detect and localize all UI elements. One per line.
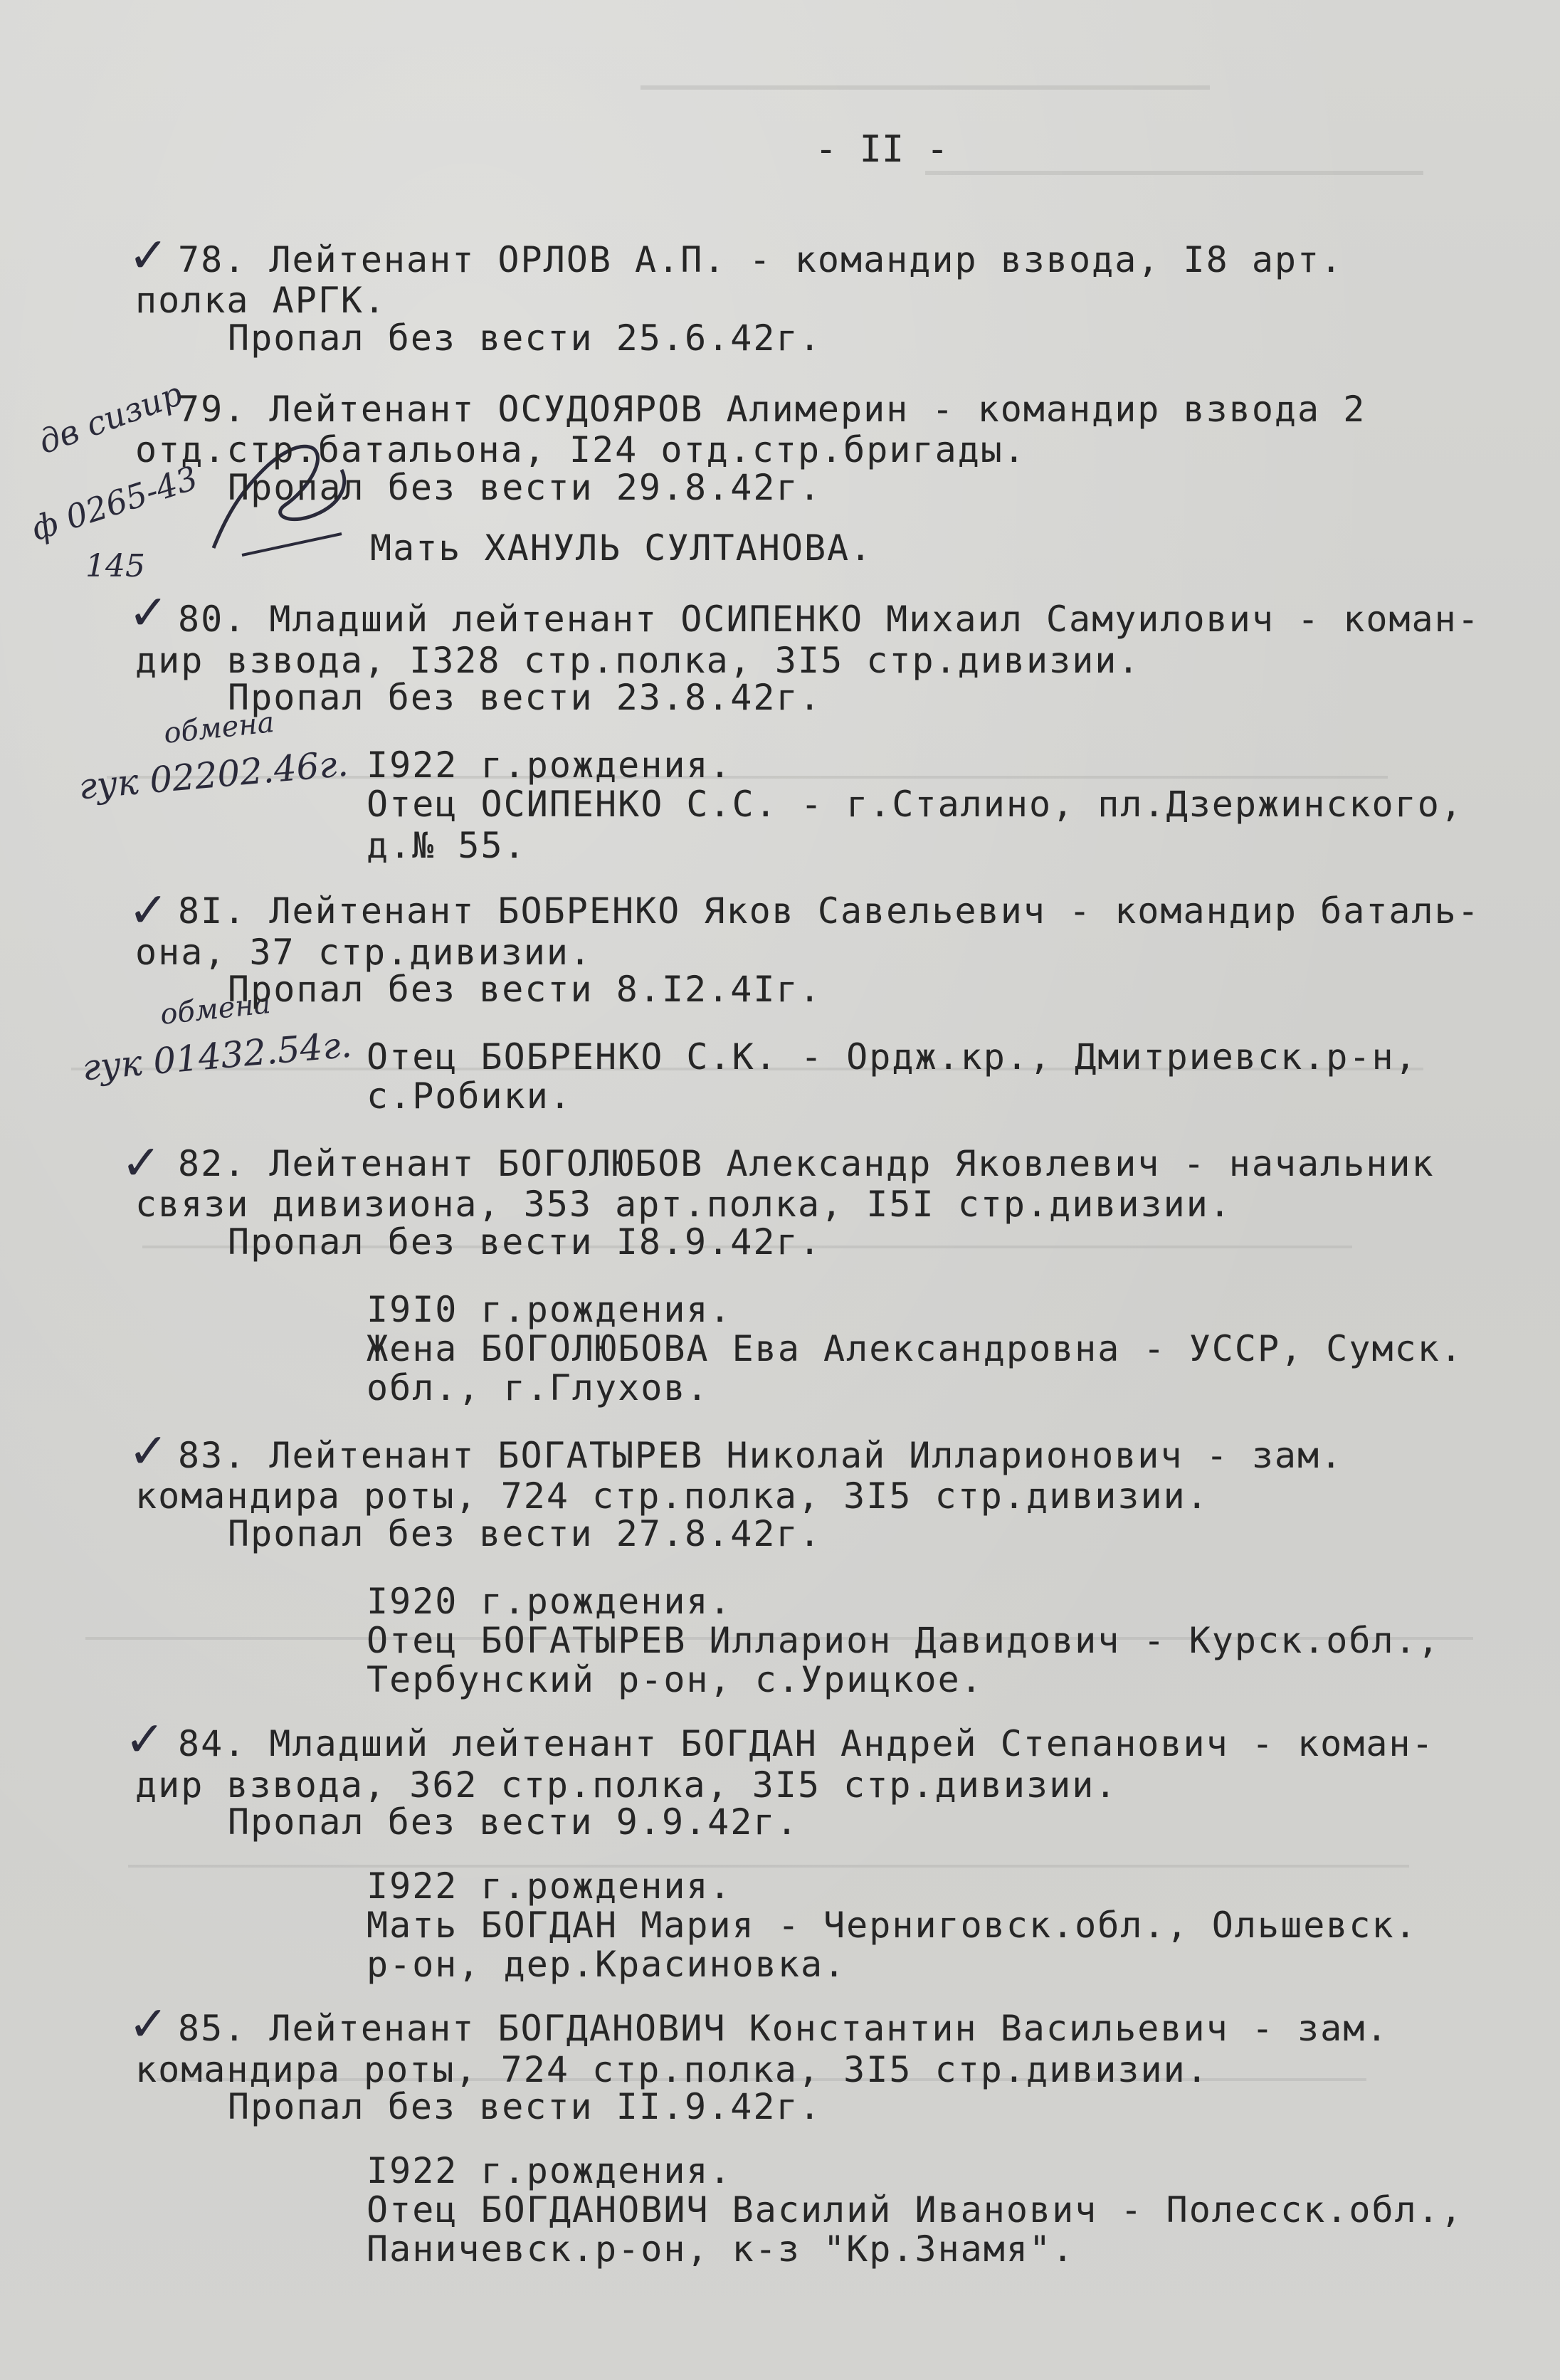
handwritten-note: 145 — [85, 548, 145, 584]
entry-83-line-2: командира роты, 724 стр.полка, 3I5 стр.дивизии. — [135, 1475, 1209, 1517]
entry-84-line-5: Мать БОГДАН Мария - Черниговск.обл., Ольшевск. — [367, 1905, 1418, 1946]
handwritten-note: обмена — [162, 705, 276, 751]
handwritten-note: ф 0265-43 — [26, 458, 203, 549]
entry-83-line-1: 83. Лейтенант БОГАТЫРЕВ Николай Илларионович - зам. — [178, 1435, 1344, 1476]
checkmark-icon: ✓ — [125, 1712, 165, 1768]
entry-83-line-4: I920 г.рождения. — [367, 1581, 732, 1622]
checkmark-icon: ✓ — [128, 1423, 169, 1480]
checkmark-icon: ✓ — [128, 883, 169, 939]
entry-84-line-3: Пропал без вести 9.9.42г. — [228, 1801, 799, 1843]
handwritten-note: обмена — [159, 986, 273, 1032]
entry-80-line-6: д.№ 55. — [367, 825, 527, 866]
entry-81-line-2: она, 37 стр.дивизии. — [135, 932, 593, 973]
entry-80-line-5: Отец ОСИПЕНКО С.С. - г.Сталино, пл.Дзержинского, — [367, 784, 1463, 825]
entry-79-line-4: Мать ХАНУЛЬ СУЛТАНОВА. — [370, 527, 873, 569]
entry-80-line-4: I922 г.рождения. — [367, 744, 732, 786]
entry-80-line-3: Пропал без вести 23.8.42г. — [228, 677, 822, 718]
entry-83-line-3: Пропал без вести 27.8.42г. — [228, 1513, 822, 1554]
entry-82-line-4: I9I0 г.рождения. — [367, 1289, 732, 1330]
handwritten-note: дв сизир — [33, 374, 188, 462]
entry-85-line-1: 85. Лейтенант БОГДАНОВИЧ Константин Васильевич - зам. — [178, 2008, 1389, 2049]
entry-79-line-1: 79. Лейтенант ОСУДОЯРОВ Алимерин - командир взвода 2 — [178, 389, 1366, 430]
entry-84-line-1: 84. Младший лейтенант БОГДАН Андрей Степанович - коман- — [178, 1723, 1435, 1764]
entry-78-line-3: Пропал без вести 25.6.42г. — [228, 317, 822, 359]
checkmark-icon: ✓ — [121, 1135, 162, 1191]
entry-82-line-2: связи дивизиона, 353 арт.полка, I5I стр.дивизии. — [135, 1184, 1232, 1225]
entry-78-line-1: 78. Лейтенант ОРЛОВ А.П. - командир взвода, I8 арт. — [178, 239, 1344, 280]
entry-84-line-6: р-он, дер.Красиновка. — [367, 1944, 847, 1985]
entry-81-line-1: 8I. Лейтенант БОБРЕНКО Яков Савельевич - командир баталь- — [178, 890, 1480, 932]
entry-80-line-2: дир взвода, I328 стр.полка, 3I5 стр.дивизии. — [135, 640, 1141, 681]
entry-80-line-1: 80. Младший лейтенант ОСИПЕНКО Михаил Самуилович - коман- — [178, 599, 1480, 640]
checkmark-icon: ✓ — [128, 585, 169, 641]
entry-82-line-6: обл., г.Глухов. — [367, 1367, 710, 1408]
entry-83-line-6: Тербунский р-он, с.Урицкое. — [367, 1659, 984, 1700]
entry-85-line-3: Пропал без вести II.9.42г. — [228, 2086, 822, 2127]
entry-78-line-2: полка АРГК. — [135, 280, 387, 321]
page-number: - II - — [815, 128, 949, 171]
checkmark-icon: ✓ — [128, 1996, 169, 2053]
entry-82-line-3: Пропал без вести I8.9.42г. — [228, 1221, 822, 1263]
entry-79-line-3: Пропал без вести 29.8.42г. — [228, 467, 822, 508]
handwritten-note: гук 01432.54г. — [80, 1023, 354, 1089]
entry-82-line-1: 82. Лейтенант БОГОЛЮБОВ Александр Яковлевич - начальник — [178, 1143, 1435, 1184]
entry-81-line-4: Отец БОБРЕНКО С.К. - Ордж.кр., Дмитриевск.р-н, — [367, 1036, 1418, 1078]
handwritten-note: гук 02202.46г. — [77, 742, 350, 808]
entry-81-line-5: с.Робики. — [367, 1075, 572, 1117]
entry-85-line-6: Паничевск.р-он, к-з "Кр.Знамя". — [367, 2228, 1075, 2270]
entry-84-line-4: I922 г.рождения. — [367, 1865, 732, 1907]
entry-82-line-5: Жена БОГОЛЮБОВА Ева Александровна - УССР, Сумск. — [367, 1328, 1463, 1369]
entry-83-line-5: Отец БОГАТЫРЕВ Илларион Давидович - Курск.обл., — [367, 1620, 1440, 1661]
entry-85-line-4: I922 г.рождения. — [367, 2150, 732, 2191]
entry-81-line-3: Пропал без вести 8.I2.4Iг. — [228, 969, 822, 1010]
entry-84-line-2: дир взвода, 362 стр.полка, 3I5 стр.дивизии. — [135, 1764, 1118, 1806]
entry-79-line-2: отд.стр.батальона, I24 отд.стр.бригады. — [135, 429, 1026, 470]
entry-85-line-5: Отец БОГДАНОВИЧ Василий Иванович - Полесск.обл., — [367, 2189, 1463, 2231]
checkmark-icon: ✓ — [128, 228, 169, 284]
entry-85-line-2: командира роты, 724 стр.полка, 3I5 стр.дивизии. — [135, 2049, 1209, 2090]
